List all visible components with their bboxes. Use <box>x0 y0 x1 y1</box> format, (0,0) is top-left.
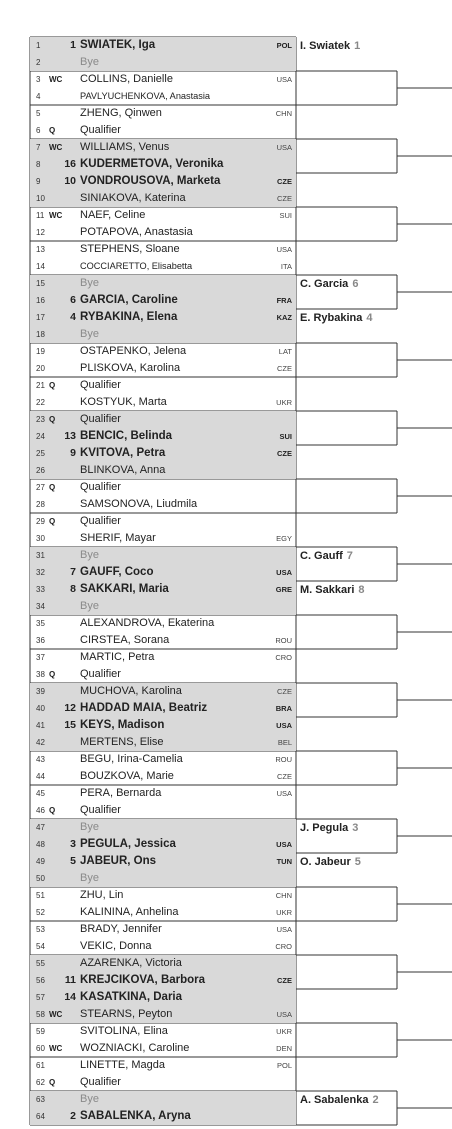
entry-tag: WC <box>49 75 63 84</box>
draw-row <box>30 207 296 224</box>
draw-position: 20 <box>36 364 45 373</box>
country-code: EGY <box>276 534 292 543</box>
draw-row <box>30 1057 296 1074</box>
player-name: Qualifier <box>80 481 121 493</box>
draw-position: 29 <box>36 517 45 526</box>
seed-number: 10 <box>64 175 76 187</box>
draw-position: 9 <box>36 177 41 186</box>
player-name: COLLINS, Danielle <box>80 73 173 85</box>
draw-row <box>30 292 296 309</box>
draw-row <box>30 513 296 530</box>
player-name: Qualifier <box>80 1076 121 1088</box>
country-code: CZE <box>277 772 292 781</box>
draw-row <box>30 1040 296 1057</box>
second-round-seed: 5 <box>354 856 361 868</box>
entry-tag: Q <box>49 517 56 526</box>
second-round-player <box>300 1092 379 1108</box>
player-name: BRADY, Jennifer <box>80 923 162 935</box>
draw-row <box>30 904 296 921</box>
player-name: NAEF, Celine <box>80 209 146 221</box>
second-round-name: I. Swiatek <box>300 40 351 52</box>
player-name: KOSTYUK, Marta <box>80 396 167 408</box>
draw-position: 54 <box>36 942 45 951</box>
draw-row <box>30 360 296 377</box>
player-name: RYBAKINA, Elena <box>80 311 178 323</box>
seed-number: 8 <box>70 583 76 595</box>
country-code: CZE <box>277 194 292 203</box>
draw-row <box>30 836 296 853</box>
country-code: CZE <box>277 976 292 985</box>
draw-position: 42 <box>36 738 45 747</box>
second-round-name: E. Rybakina <box>300 312 363 324</box>
country-code: FRA <box>276 296 292 305</box>
player-name: Qualifier <box>80 413 121 425</box>
country-code: USA <box>276 245 292 254</box>
player-name: Qualifier <box>80 124 121 136</box>
entry-tag: WC <box>49 211 63 220</box>
seed-number: 11 <box>64 974 76 986</box>
second-round-player <box>300 310 372 326</box>
player-name: BLINKOVA, Anna <box>80 464 166 476</box>
draw-position: 16 <box>36 296 45 305</box>
draw-row <box>30 564 296 581</box>
draw-row <box>30 717 296 734</box>
draw-position: 40 <box>36 704 45 713</box>
country-code: CZE <box>277 364 292 373</box>
country-code: ROU <box>275 755 292 764</box>
draw-position: 33 <box>36 585 45 594</box>
draw-position: 45 <box>36 789 45 798</box>
draw-position: 37 <box>36 653 45 662</box>
player-name: Qualifier <box>80 804 121 816</box>
country-code: CRO <box>275 653 292 662</box>
draw-row <box>30 122 296 139</box>
draw-row <box>30 819 296 836</box>
player-name: PEGULA, Jessica <box>80 838 176 850</box>
player-name: WOZNIACKI, Caroline <box>80 1042 190 1054</box>
second-round-name: J. Pegula <box>300 822 349 834</box>
country-code: UKR <box>276 1027 292 1036</box>
draw-row <box>30 530 296 547</box>
player-name: Bye <box>80 872 99 884</box>
draw-row <box>30 275 296 292</box>
second-round-player <box>300 820 358 836</box>
second-round-seed: 6 <box>352 278 359 290</box>
draw-position: 64 <box>36 1112 45 1121</box>
draw-row <box>30 598 296 615</box>
player-name: Bye <box>80 56 99 68</box>
draw-position: 58 <box>36 1010 45 1019</box>
draw-row <box>30 649 296 666</box>
draw-position: 53 <box>36 925 45 934</box>
draw-position: 22 <box>36 398 45 407</box>
draw-row <box>30 479 296 496</box>
draw-row <box>30 173 296 190</box>
draw-row <box>30 666 296 683</box>
draw-position: 39 <box>36 687 45 696</box>
draw-row <box>30 751 296 768</box>
country-code: UKR <box>276 398 292 407</box>
draw-row <box>30 88 296 105</box>
draw-row <box>30 1108 296 1125</box>
player-name: Qualifier <box>80 515 121 527</box>
player-name: BENCIC, Belinda <box>80 430 173 442</box>
player-name: GARCIA, Caroline <box>80 294 178 306</box>
player-name: ZHU, Lin <box>80 889 124 901</box>
player-name: KREJCIKOVA, Barbora <box>80 974 206 986</box>
draw-row <box>30 428 296 445</box>
player-name: PLISKOVA, Karolina <box>80 362 181 374</box>
draw-position: 10 <box>36 194 45 203</box>
country-code: KAZ <box>276 313 292 322</box>
draw-row <box>30 377 296 394</box>
second-round-player <box>300 276 358 292</box>
country-code: ROU <box>275 636 292 645</box>
player-name: KASATKINA, Daria <box>80 991 183 1003</box>
draw-row <box>30 938 296 955</box>
player-name: Qualifier <box>80 379 121 391</box>
player-name: SINIAKOVA, Katerina <box>80 192 186 204</box>
draw-position: 12 <box>36 228 45 237</box>
second-round-seed: 3 <box>352 822 359 834</box>
draw-row <box>30 1091 296 1108</box>
player-name: PERA, Bernarda <box>80 787 162 799</box>
draw-position: 27 <box>36 483 45 492</box>
country-code: SUI <box>279 432 292 441</box>
country-code: USA <box>276 1010 292 1019</box>
seed-number: 16 <box>64 158 76 170</box>
draw-position: 56 <box>36 976 45 985</box>
player-name: MUCHOVA, Karolina <box>80 685 182 697</box>
draw-position: 36 <box>36 636 45 645</box>
country-code: USA <box>276 568 292 577</box>
second-round-seed: 8 <box>358 584 365 596</box>
draw-position: 3 <box>36 75 41 84</box>
country-code: SUI <box>279 211 292 220</box>
seed-number: 2 <box>70 1110 76 1122</box>
draw-row <box>30 496 296 513</box>
draw-row <box>30 326 296 343</box>
country-code: UKR <box>276 908 292 917</box>
draw-position: 6 <box>36 126 41 135</box>
country-code: POL <box>276 1061 292 1070</box>
second-round-player <box>300 548 353 564</box>
country-code: CHN <box>275 109 292 118</box>
player-name: AZARENKA, Victoria <box>80 957 182 969</box>
draw-position: 8 <box>36 160 41 169</box>
player-name: CIRSTEA, Sorana <box>80 634 170 646</box>
country-code: TUN <box>276 857 292 866</box>
draw-position: 24 <box>36 432 45 441</box>
draw-row <box>30 462 296 479</box>
country-code: USA <box>276 143 292 152</box>
draw-row <box>30 632 296 649</box>
player-name: ALEXANDROVA, Ekaterina <box>80 617 215 629</box>
second-round-name: C. Gauff <box>300 550 343 562</box>
seed-number: 6 <box>70 294 76 306</box>
draw-row <box>30 71 296 88</box>
player-name: MARTIC, Petra <box>80 651 155 663</box>
draw-position: 43 <box>36 755 45 764</box>
draw-row <box>30 37 296 54</box>
draw-position: 1 <box>36 41 41 50</box>
draw-position: 2 <box>36 58 41 67</box>
draw-row <box>30 921 296 938</box>
draw-row <box>30 54 296 71</box>
draw-row <box>30 870 296 887</box>
draw-row <box>30 547 296 564</box>
draw-position: 51 <box>36 891 45 900</box>
country-code: USA <box>276 75 292 84</box>
first-round-draw <box>30 37 296 1125</box>
draw-position: 60 <box>36 1044 45 1053</box>
second-round-name: O. Jabeur <box>300 856 351 868</box>
draw-position: 5 <box>36 109 41 118</box>
draw-position: 15 <box>36 279 45 288</box>
draw-row <box>30 394 296 411</box>
country-code: POL <box>276 41 292 50</box>
draw-row <box>30 734 296 751</box>
player-name: KALININA, Anhelina <box>80 906 179 918</box>
draw-position: 35 <box>36 619 45 628</box>
draw-row <box>30 972 296 989</box>
entry-tag: WC <box>49 1044 63 1053</box>
second-round-seed: 2 <box>372 1094 379 1106</box>
player-name: LINETTE, Magda <box>80 1059 165 1071</box>
second-round-seed: 1 <box>354 40 361 52</box>
player-name: POTAPOVA, Anastasia <box>80 226 193 238</box>
second-round-seed: 7 <box>346 550 353 562</box>
draw-row <box>30 241 296 258</box>
country-code: ITA <box>280 262 292 271</box>
second-round-player <box>300 38 360 54</box>
seed-number: 9 <box>70 447 76 459</box>
country-code: USA <box>276 721 292 730</box>
country-code: USA <box>276 840 292 849</box>
draw-position: 4 <box>36 92 41 101</box>
draw-position: 44 <box>36 772 45 781</box>
seed-number: 7 <box>70 566 76 578</box>
player-name: SAKKARI, Maria <box>80 583 169 595</box>
draw-position: 11 <box>36 211 45 220</box>
country-code: CZE <box>277 449 292 458</box>
draw-position: 23 <box>36 415 45 424</box>
player-name: BEGU, Irina-Camelia <box>80 753 183 765</box>
player-name: Bye <box>80 821 99 833</box>
draw-position: 17 <box>36 313 45 322</box>
draw-row <box>30 309 296 326</box>
entry-tag: WC <box>49 143 63 152</box>
player-name: MERTENS, Elise <box>80 736 164 748</box>
draw-row <box>30 785 296 802</box>
player-name: BOUZKOVA, Marie <box>80 770 174 782</box>
player-name: VONDROUSOVA, Marketa <box>80 175 221 187</box>
country-code: USA <box>276 789 292 798</box>
draw-position: 32 <box>36 568 45 577</box>
seed-number: 1 <box>70 39 76 51</box>
draw-row <box>30 343 296 360</box>
player-name: KVITOVA, Petra <box>80 447 166 459</box>
country-code: GRE <box>275 585 292 594</box>
player-name: WILLIAMS, Venus <box>80 141 170 153</box>
draw-row <box>30 105 296 122</box>
entry-tag: Q <box>49 126 56 135</box>
draw-row <box>30 1023 296 1040</box>
entry-tag: Q <box>49 1078 56 1087</box>
draw-position: 30 <box>36 534 45 543</box>
draw-row <box>30 989 296 1006</box>
player-name: ZHENG, Qinwen <box>80 107 162 119</box>
country-code: LAT <box>278 347 292 356</box>
draw-row <box>30 411 296 428</box>
entry-tag: WC <box>49 1010 63 1019</box>
second-round-name: A. Sabalenka <box>300 1094 369 1106</box>
draw-position: 46 <box>36 806 45 815</box>
draw-position: 63 <box>36 1095 45 1104</box>
player-name: Bye <box>80 600 99 612</box>
entry-tag: Q <box>49 483 56 492</box>
draw-position: 47 <box>36 823 45 832</box>
draw-row <box>30 1006 296 1023</box>
draw-position: 18 <box>36 330 45 339</box>
player-name: Bye <box>80 328 99 340</box>
draw-position: 26 <box>36 466 45 475</box>
seed-number: 5 <box>70 855 76 867</box>
draw-position: 28 <box>36 500 45 509</box>
seed-number: 13 <box>64 430 76 442</box>
draw-position: 19 <box>36 347 45 356</box>
player-name: STEARNS, Peyton <box>80 1008 173 1020</box>
draw-row <box>30 581 296 598</box>
player-name: VEKIC, Donna <box>80 940 152 952</box>
entry-tag: Q <box>49 806 56 815</box>
country-code: CHN <box>275 891 292 900</box>
seed-number: 15 <box>64 719 76 731</box>
draw-row <box>30 683 296 700</box>
player-name: OSTAPENKO, Jelena <box>80 345 187 357</box>
draw-position: 31 <box>36 551 45 560</box>
draw-row <box>30 955 296 972</box>
seed-number: 12 <box>64 702 76 714</box>
seed-number: 4 <box>70 311 76 323</box>
second-round-name: M. Sakkari <box>300 584 355 596</box>
draw-row <box>30 700 296 717</box>
country-code: USA <box>276 925 292 934</box>
second-round-player <box>300 854 361 870</box>
player-name: PAVLYUCHENKOVA, Anastasia <box>80 91 211 101</box>
draw-position: 13 <box>36 245 45 254</box>
second-round-seed: 4 <box>366 312 373 324</box>
draw-row <box>30 445 296 462</box>
draw-position: 14 <box>36 262 45 271</box>
draw-row <box>30 156 296 173</box>
draw-row <box>30 887 296 904</box>
player-name: Qualifier <box>80 668 121 680</box>
country-code: CRO <box>275 942 292 951</box>
draw-position: 59 <box>36 1027 45 1036</box>
player-name: SVITOLINA, Elina <box>80 1025 168 1037</box>
draw-position: 25 <box>36 449 45 458</box>
draw-position: 61 <box>36 1061 45 1070</box>
player-name: SABALENKA, Aryna <box>80 1110 191 1122</box>
draw-position: 21 <box>36 381 45 390</box>
draw-position: 48 <box>36 840 45 849</box>
player-name: COCCIARETTO, Elisabetta <box>80 261 193 271</box>
draw-row <box>30 139 296 156</box>
second-round-player <box>300 582 365 598</box>
entry-tag: Q <box>49 415 56 424</box>
draw-position: 62 <box>36 1078 45 1087</box>
draw-position: 52 <box>36 908 45 917</box>
draw-row <box>30 258 296 275</box>
player-name: HADDAD MAIA, Beatriz <box>80 702 208 714</box>
draw-row <box>30 853 296 870</box>
draw-position: 38 <box>36 670 45 679</box>
player-name: SHERIF, Mayar <box>80 532 156 544</box>
player-name: JABEUR, Ons <box>80 855 157 867</box>
player-name: KUDERMETOVA, Veronika <box>80 158 224 170</box>
country-code: CZE <box>277 687 292 696</box>
country-code: BEL <box>277 738 292 747</box>
draw-position: 34 <box>36 602 45 611</box>
entry-tag: Q <box>49 670 56 679</box>
seed-number: 14 <box>64 991 76 1003</box>
draw-row <box>30 615 296 632</box>
draw-position: 49 <box>36 857 45 866</box>
entry-tag: Q <box>49 381 56 390</box>
player-name: KEYS, Madison <box>80 719 165 731</box>
player-name: SWIATEK, Iga <box>80 39 156 51</box>
draw-row <box>30 190 296 207</box>
player-name: Bye <box>80 277 99 289</box>
country-code: BRA <box>275 704 292 713</box>
player-name: SAMSONOVA, Liudmila <box>80 498 198 510</box>
seed-number: 3 <box>70 838 76 850</box>
player-name: STEPHENS, Sloane <box>80 243 180 255</box>
draw-position: 57 <box>36 993 45 1002</box>
country-code: CZE <box>277 177 292 186</box>
draw-row <box>30 768 296 785</box>
draw-position: 55 <box>36 959 45 968</box>
draw-position: 41 <box>36 721 45 730</box>
second-round-name: C. Garcia <box>300 278 349 290</box>
draw-row <box>30 1074 296 1091</box>
draw-position: 50 <box>36 874 45 883</box>
country-code: DEN <box>276 1044 292 1053</box>
draw-position: 7 <box>36 143 41 152</box>
player-name: Bye <box>80 1093 99 1105</box>
draw-row <box>30 224 296 241</box>
player-name: Bye <box>80 549 99 561</box>
draw-row <box>30 802 296 819</box>
player-name: GAUFF, Coco <box>80 566 154 578</box>
